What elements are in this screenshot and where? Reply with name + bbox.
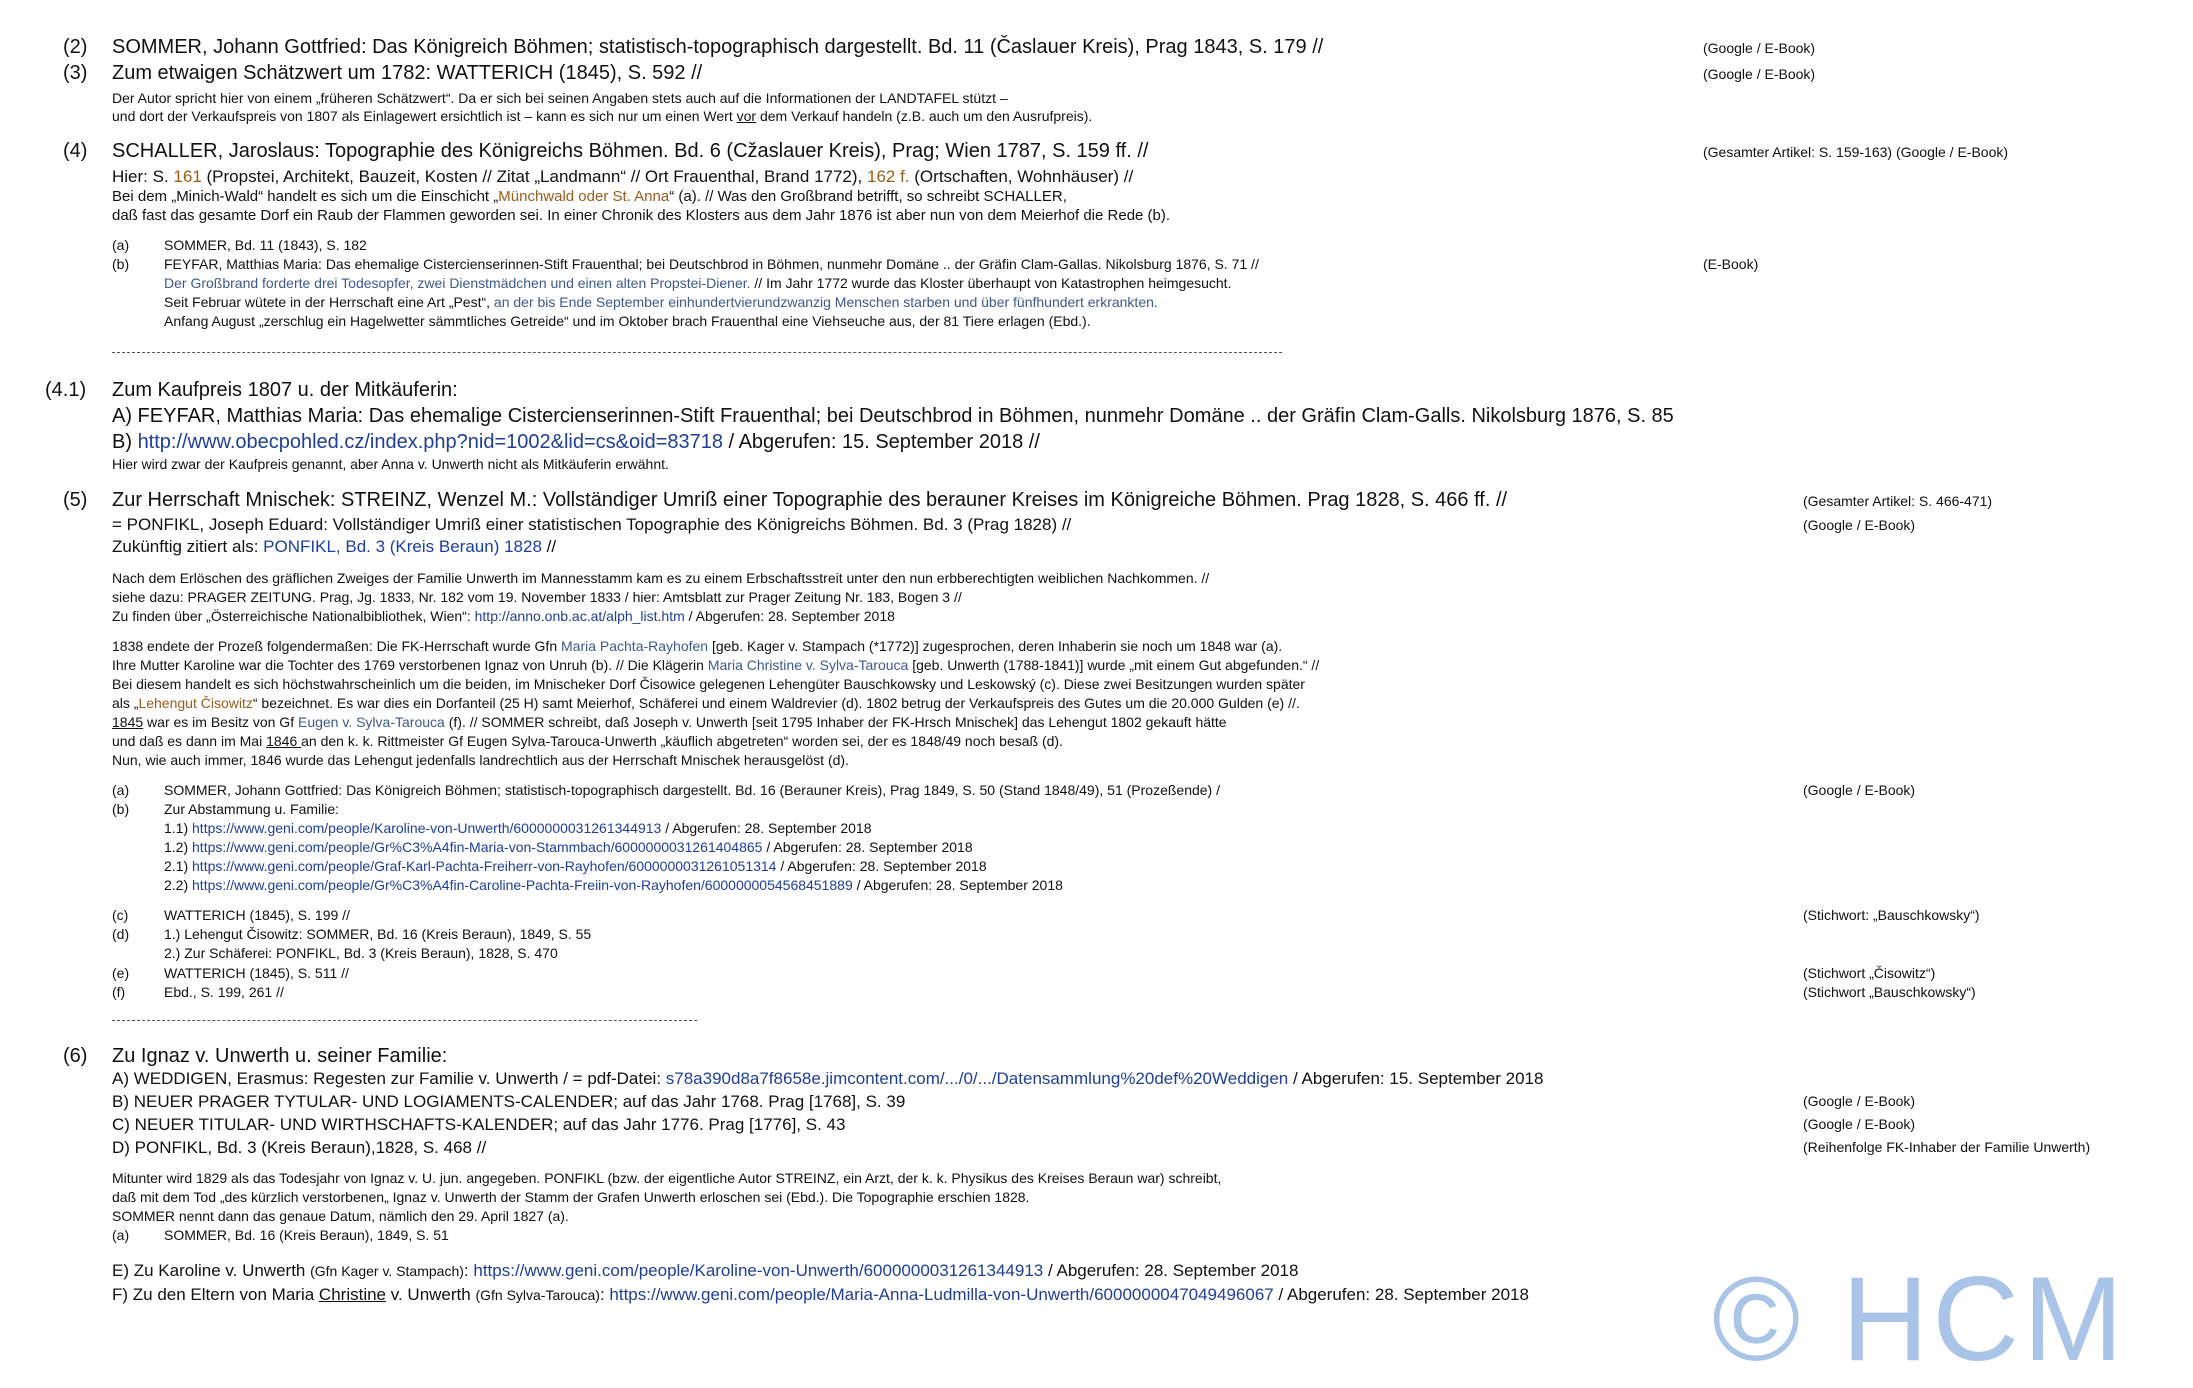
entry-5-fn-b-3: 2.1) https://www.geni.com/people/Graf-Karl-Pachta-Freiherr-von-Rayhofen/6000000031261051314 / Abgerufen: 28. September 2018	[164, 858, 987, 874]
entry-5-q6: und daß es dann im Mai 1846 an den k. k. Rittmeister Gf Eugen Sylva-Tarouca-Unwerth „käuflich abgetreten“ worden sei, der es 1848/49 noch besaß (d).	[112, 733, 1063, 749]
entry-5-fn-f: Ebd., S. 199, 261 //	[164, 984, 284, 1000]
entry-4-fn-b: FEYFAR, Matthias Maria: Das ehemalige Cistercienserinnen-Stift Frauenthal; bei Deutschbrod in Böhmen, nunmehr Domäne .. der Gräfin Clam-Gallas. Nikolsburg 1876, S. 71 //	[164, 256, 1259, 272]
geni-link[interactable]: https://www.geni.com/people/Maria-Anna-Ludmilla-von-Unwerth/6000000047049496067	[609, 1285, 1274, 1304]
entry-5-fn-e-source: (Stichwort „Čisowitz“)	[1803, 965, 1936, 981]
anno-link[interactable]: http://anno.onb.ac.at/alph_list.htm	[474, 608, 685, 624]
divider	[112, 1020, 697, 1021]
entry-41-note: Hier wird zwar der Kaufpreis genannt, aber Anna v. Unwerth nicht als Mitkäuferin erwähnt.	[112, 456, 669, 472]
entry-41-a: A) FEYFAR, Matthias Maria: Das ehemalige Cistercienserinnen-Stift Frauenthal; bei Deutschbrod in Böhmen, nunmehr Domäne .. der Gräfin Clam-Galls. Nikolsburg 1876, S. 85	[112, 405, 1674, 427]
entry-41-b: B) http://www.obecpohled.cz/index.php?nid=1002&lid=cs&oid=83718 / Abgerufen: 15. September 2018 //	[112, 431, 1040, 453]
entry-3-note-1: Der Autor spricht hier von einem „früheren Schätzwert“. Da er sich bei seinen Angaben stets auch auf die Informationen der LANDTAFEL stützt –	[112, 90, 1008, 106]
entry-4-text-1: Bei dem „Minich-Wald“ handelt es sich um die Einschicht „Münchwald oder St. Anna“ (a). // Was den Großbrand betrifft, so schreibt SCHALLER,	[112, 188, 1067, 205]
entry-5-q4: als „Lehengut Čisowitz“ bezeichnet. Es war dies ein Dorfanteil (25 H) samt Meierhof, Schäferei und einem Waldrevier (d). 1802 betrug der Verkaufspreis des Gutes um die 20.000 Gulden (e) //.	[112, 695, 1300, 711]
entry-4-fn-b-2: Der Großbrand forderte drei Todesopfer, zwei Dienstmädchen und einen alten Propstei-Diener. // Im Jahr 1772 wurde das Kloster überhaupt von Katastrophen heimgesucht.	[164, 275, 1232, 291]
entry-5-fn-e-label: (e)	[112, 965, 130, 981]
entry-4-text-2: daß fast das gesamte Dorf ein Raub der Flammen geworden sei. In einer Chronik des Klosters aus dem Jahr 1876 ist aber nun von dem Meierhof die Rede (b).	[112, 207, 1171, 224]
entry-2-source: (Google / E-Book)	[1703, 40, 1816, 56]
entry-5-number: (5)	[63, 489, 88, 511]
entry-6-m2: daß mit dem Tod „des kürzlich verstorbenen„ Ignaz v. Unwerth der Stamm der Grafen Unwerth erloschen sei (Ebd.). Die Topographie erschien 1828.	[112, 1189, 1030, 1205]
entry-5-q3: Bei diesem handelt es sich höchstwahrscheinlich um die beiden, im Mnischeker Dorf Čisowice gelegenen Lehengüter Bauschkowsky und Leskowský (c). Diese zwei Besitzungen wurden später	[112, 676, 1305, 692]
entry-5-fn-c: WATTERICH (1845), S. 199 //	[164, 907, 350, 923]
entry-5-fn-d-label: (d)	[112, 926, 130, 942]
entry-5-fn-b-label: (b)	[112, 801, 130, 817]
entry-6-d: D) PONFIKL, Bd. 3 (Kreis Beraun),1828, S. 468 //	[112, 1138, 487, 1157]
entry-4-hier: Hier: S. 161 (Propstei, Architekt, Bauzeit, Kosten // Zitat „Landmann“ // Ort Frauenthal, Brand 1772), 162 f. (Ortschaften, Wohnhäuser) //	[112, 167, 1134, 186]
entry-6-m1: Mitunter wird 1829 als das Todesjahr von Ignaz v. U. jun. angegeben. PONFIKL (bzw. der eigentliche Autor STREINZ, ein Arzt, der k. k. Physikus des Kreises Beraun war) schreibt,	[112, 1170, 1222, 1186]
geni-link[interactable]: https://www.geni.com/people/Gr%C3%A4fin-Caroline-Pachta-Freiin-von-Rayhofen/6000000054568451889	[192, 877, 853, 893]
weddigen-link[interactable]: s78a390d8a7f8658e.jimcontent.com/.../0/.../Datensammlung%20def%20Weddigen	[665, 1069, 1289, 1088]
entry-3-source: (Google / E-Book)	[1703, 66, 1816, 82]
entry-4-citation: SCHALLER, Jaroslaus: Topographie des Königreichs Böhmen. Bd. 6 (Cžaslauer Kreis), Prag; Wien 1787, S. 159 ff. //	[112, 140, 1149, 162]
entry-4-fn-a-label: (a)	[112, 237, 130, 253]
entry-6-d-source: (Reihenfolge FK-Inhaber der Familie Unwerth)	[1803, 1139, 2091, 1155]
entry-5-fn-b-1: 1.1) https://www.geni.com/people/Karoline-von-Unwerth/6000000031261344913 / Abgerufen: 28. September 2018	[164, 820, 872, 836]
entry-4-number: (4)	[63, 140, 88, 162]
entry-5-p3: Zu finden über „Österreichische Nationalbibliothek, Wien“: http://anno.onb.ac.at/alph_list.htm / Abgerufen: 28. September 2018	[112, 608, 895, 624]
entry-6-b-source: (Google / E-Book)	[1803, 1093, 1916, 1109]
entry-5-ponfikl: = PONFIKL, Joseph Eduard: Vollständiger Umriß einer statistischen Topographie des Königreichs Böhmen. Bd. 3 (Prag 1828) //	[112, 515, 1072, 534]
geni-link[interactable]: https://www.geni.com/people/Karoline-von-Unwerth/6000000031261344913	[192, 820, 662, 836]
entry-5-p1: Nach dem Erlöschen des gräflichen Zweiges der Familie Unwerth im Mannesstamm kam es zu einem Erbschaftsstreit unter den nun erbberechtigten weiblichen Nachkommen. //	[112, 570, 1210, 586]
entry-5-fn-b-4: 2.2) https://www.geni.com/people/Gr%C3%A4fin-Caroline-Pachta-Freiin-von-Rayhofen/6000000054568451889 / Abgerufen: 28. September 2018	[164, 877, 1063, 893]
entry-6-c: C) NEUER TITULAR- UND WIRTHSCHAFTS-KALENDER; auf das Jahr 1776. Prag [1776], S. 43	[112, 1115, 846, 1134]
entry-4-fn-b-3: Seit Februar wütete in der Herrschaft eine Art „Pest“, an der bis Ende September einhundertvierundzwanzig Menschen starben und über fünfhundert erkrankten.	[164, 294, 1158, 310]
entry-3-note-2: und dort der Verkaufspreis von 1807 als Einlagewert ersichtlich ist – kann es sich nur um einen Wert vor dem Verkauf handeln (z.B. auch um den Ausrufpreis).	[112, 108, 1093, 124]
entry-2-number: (2)	[63, 36, 88, 58]
entry-5-fn-f-label: (f)	[112, 984, 126, 1000]
entry-5-fn-d: 1.) Lehengut Čisowitz: SOMMER, Bd. 16 (Kreis Beraun), 1849, S. 55	[164, 926, 592, 942]
watermark: © HCM	[1712, 1252, 2128, 1386]
entry-5-source-1: (Gesamter Artikel: S. 466-471)	[1803, 493, 1993, 509]
entry-41-heading: Zum Kaufpreis 1807 u. der Mitkäuferin:	[112, 379, 458, 401]
entry-5-fn-a-label: (a)	[112, 782, 130, 798]
entry-5-fn-a: SOMMER, Johann Gottfried: Das Königreich Böhmen; statistisch-topographisch dargestellt. Bd. 16 (Berauner Kreis), Prag 1849, S. 50 (Stand 1848/49), 51 (Prozeßende) /	[164, 782, 1220, 798]
entry-5-fn-d-2: 2.) Zur Schäferei: PONFIKL, Bd. 3 (Kreis Beraun), 1828, S. 470	[164, 945, 558, 961]
entry-3-citation: Zum etwaigen Schätzwert um 1782: WATTERICH (1845), S. 592 //	[112, 62, 703, 84]
entry-5-q2: Ihre Mutter Karoline war die Tochter des 1769 verstorbenen Ignaz von Unruh (b). // Die Klägerin Maria Christine v. Sylva-Tarouca [geb. Unwerth (1788-1841)] wurde „mit einem Gut abgefunden.“ //	[112, 657, 1320, 673]
entry-2-citation: SOMMER, Johann Gottfried: Das Königreich Böhmen; statistisch-topographisch dargestellt. Bd. 11 (Časlauer Kreis), Prag 1843, S. 179 //	[112, 36, 1324, 58]
entry-5-fn-c-source: (Stichwort: „Bauschkowsky“)	[1803, 907, 1980, 923]
entry-6-fn-a-label: (a)	[112, 1227, 130, 1243]
geni-link[interactable]: https://www.geni.com/people/Gr%C3%A4fin-Maria-von-Stammbach/6000000031261404865	[192, 839, 763, 855]
entry-4-fn-b-4: Anfang August „zerschlug ein Hagelwetter sämmtliches Getreide“ und im Oktober brach Frauenthal eine Viehseuche aus, der 81 Tiere erlagen (Ebd.).	[164, 313, 1091, 329]
entry-5-p2: siehe dazu: PRAGER ZEITUNG. Prag, Jg. 1833, Nr. 182 vom 19. November 1833 / hier: Amtsblatt zur Prager Zeitung Nr. 183, Bogen 3 //	[112, 589, 962, 605]
entry-4-fn-b-label: (b)	[112, 256, 130, 272]
entry-5-fn-c-label: (c)	[112, 907, 129, 923]
entry-41-link[interactable]: http://www.obecpohled.cz/index.php?nid=1002&lid=cs&oid=83718	[137, 431, 723, 453]
entry-6-c-source: (Google / E-Book)	[1803, 1116, 1916, 1132]
entry-6-f: F) Zu den Eltern von Maria Christine v. Unwerth (Gfn Sylva-Tarouca): https://www.geni.com/people/Maria-Anna-Ludmilla-von-Unwerth/6000000047049496067 / Abgerufen: 28. September 2018	[112, 1285, 1529, 1304]
entry-6-fn-a: SOMMER, Bd. 16 (Kreis Beraun), 1849, S. 51	[164, 1227, 449, 1243]
entry-4-fn-b-source: (E-Book)	[1703, 256, 1759, 272]
entry-5-q7: Nun, wie auch immer, 1846 wurde das Lehengut jedenfalls landrechtlich aus der Herrschaft Mnischek herausgelöst (d).	[112, 752, 849, 768]
entry-5-cite-as: Zukünftig zitiert als: PONFIKL, Bd. 3 (Kreis Beraun) 1828 //	[112, 537, 557, 556]
entry-5-fn-b-2: 1.2) https://www.geni.com/people/Gr%C3%A4fin-Maria-von-Stammbach/6000000031261404865 / Abgerufen: 28. September 2018	[164, 839, 973, 855]
divider	[112, 352, 1282, 353]
geni-link[interactable]: https://www.geni.com/people/Karoline-von-Unwerth/6000000031261344913	[473, 1261, 1044, 1280]
entry-5-q1: 1838 endete der Prozeß folgendermaßen: Die FK-Herrschaft wurde Gfn Maria Pachta-Rayhofen [geb. Kager v. Stampach (*1772)] zugesprochen, deren Inhaberin sie noch um 1848 war (a).	[112, 638, 1283, 654]
entry-5-fn-a-source: (Google / E-Book)	[1803, 782, 1916, 798]
geni-link[interactable]: https://www.geni.com/people/Graf-Karl-Pachta-Freiherr-von-Rayhofen/6000000031261051314	[192, 858, 777, 874]
entry-6-a: A) WEDDIGEN, Erasmus: Regesten zur Familie v. Unwerth / = pdf-Datei: s78a390d8a7f8658e.jimcontent.com/.../0/.../Datensammlung%20def%20Weddigen / Abgerufen: 15. September 2018	[112, 1069, 1544, 1088]
entry-5-fn-f-source: (Stichwort „Bauschkowsky“)	[1803, 984, 1976, 1000]
entry-5-fn-e: WATTERICH (1845), S. 511 //	[164, 965, 349, 981]
entry-6-heading: Zu Ignaz v. Unwerth u. seiner Familie:	[112, 1045, 448, 1067]
entry-4-source: (Gesamter Artikel: S. 159-163) (Google / E-Book)	[1703, 144, 2009, 160]
entry-41-number: (4.1)	[45, 379, 87, 401]
entry-5-citation: Zur Herrschaft Mnischek: STREINZ, Wenzel M.: Vollständiger Umriß einer Topographie des berauner Kreises im Königreiche Böhmen. Prag 1828, S. 466 ff. //	[112, 489, 1508, 511]
entry-3-number: (3)	[63, 62, 88, 84]
entry-6-b: B) NEUER PRAGER TYTULAR- UND LOGIAMENTS-CALENDER; auf das Jahr 1768. Prag [1768], S. 39	[112, 1092, 906, 1111]
entry-5-fn-b: Zur Abstammung u. Familie:	[164, 801, 340, 817]
entry-5-q5: 1845 war es im Besitz von Gf Eugen v. Sylva-Tarouca (f). // SOMMER schreibt, daß Joseph v. Unwerth [seit 1795 Inhaber der FK-Hrsch Mnischek] das Lehengut 1802 gekauft hätte	[112, 714, 1227, 730]
entry-4-fn-a: SOMMER, Bd. 11 (1843), S. 182	[164, 237, 367, 253]
entry-6-number: (6)	[63, 1045, 88, 1067]
entry-5-source-2: (Google / E-Book)	[1803, 517, 1916, 533]
entry-6-e: E) Zu Karoline v. Unwerth (Gfn Kager v. Stampach): https://www.geni.com/people/Karoline-von-Unwerth/6000000031261344913 / Abgerufen: 28. September 2018	[112, 1261, 1299, 1280]
entry-6-m3: SOMMER nennt dann das genaue Datum, nämlich den 29. April 1827 (a).	[112, 1208, 569, 1224]
